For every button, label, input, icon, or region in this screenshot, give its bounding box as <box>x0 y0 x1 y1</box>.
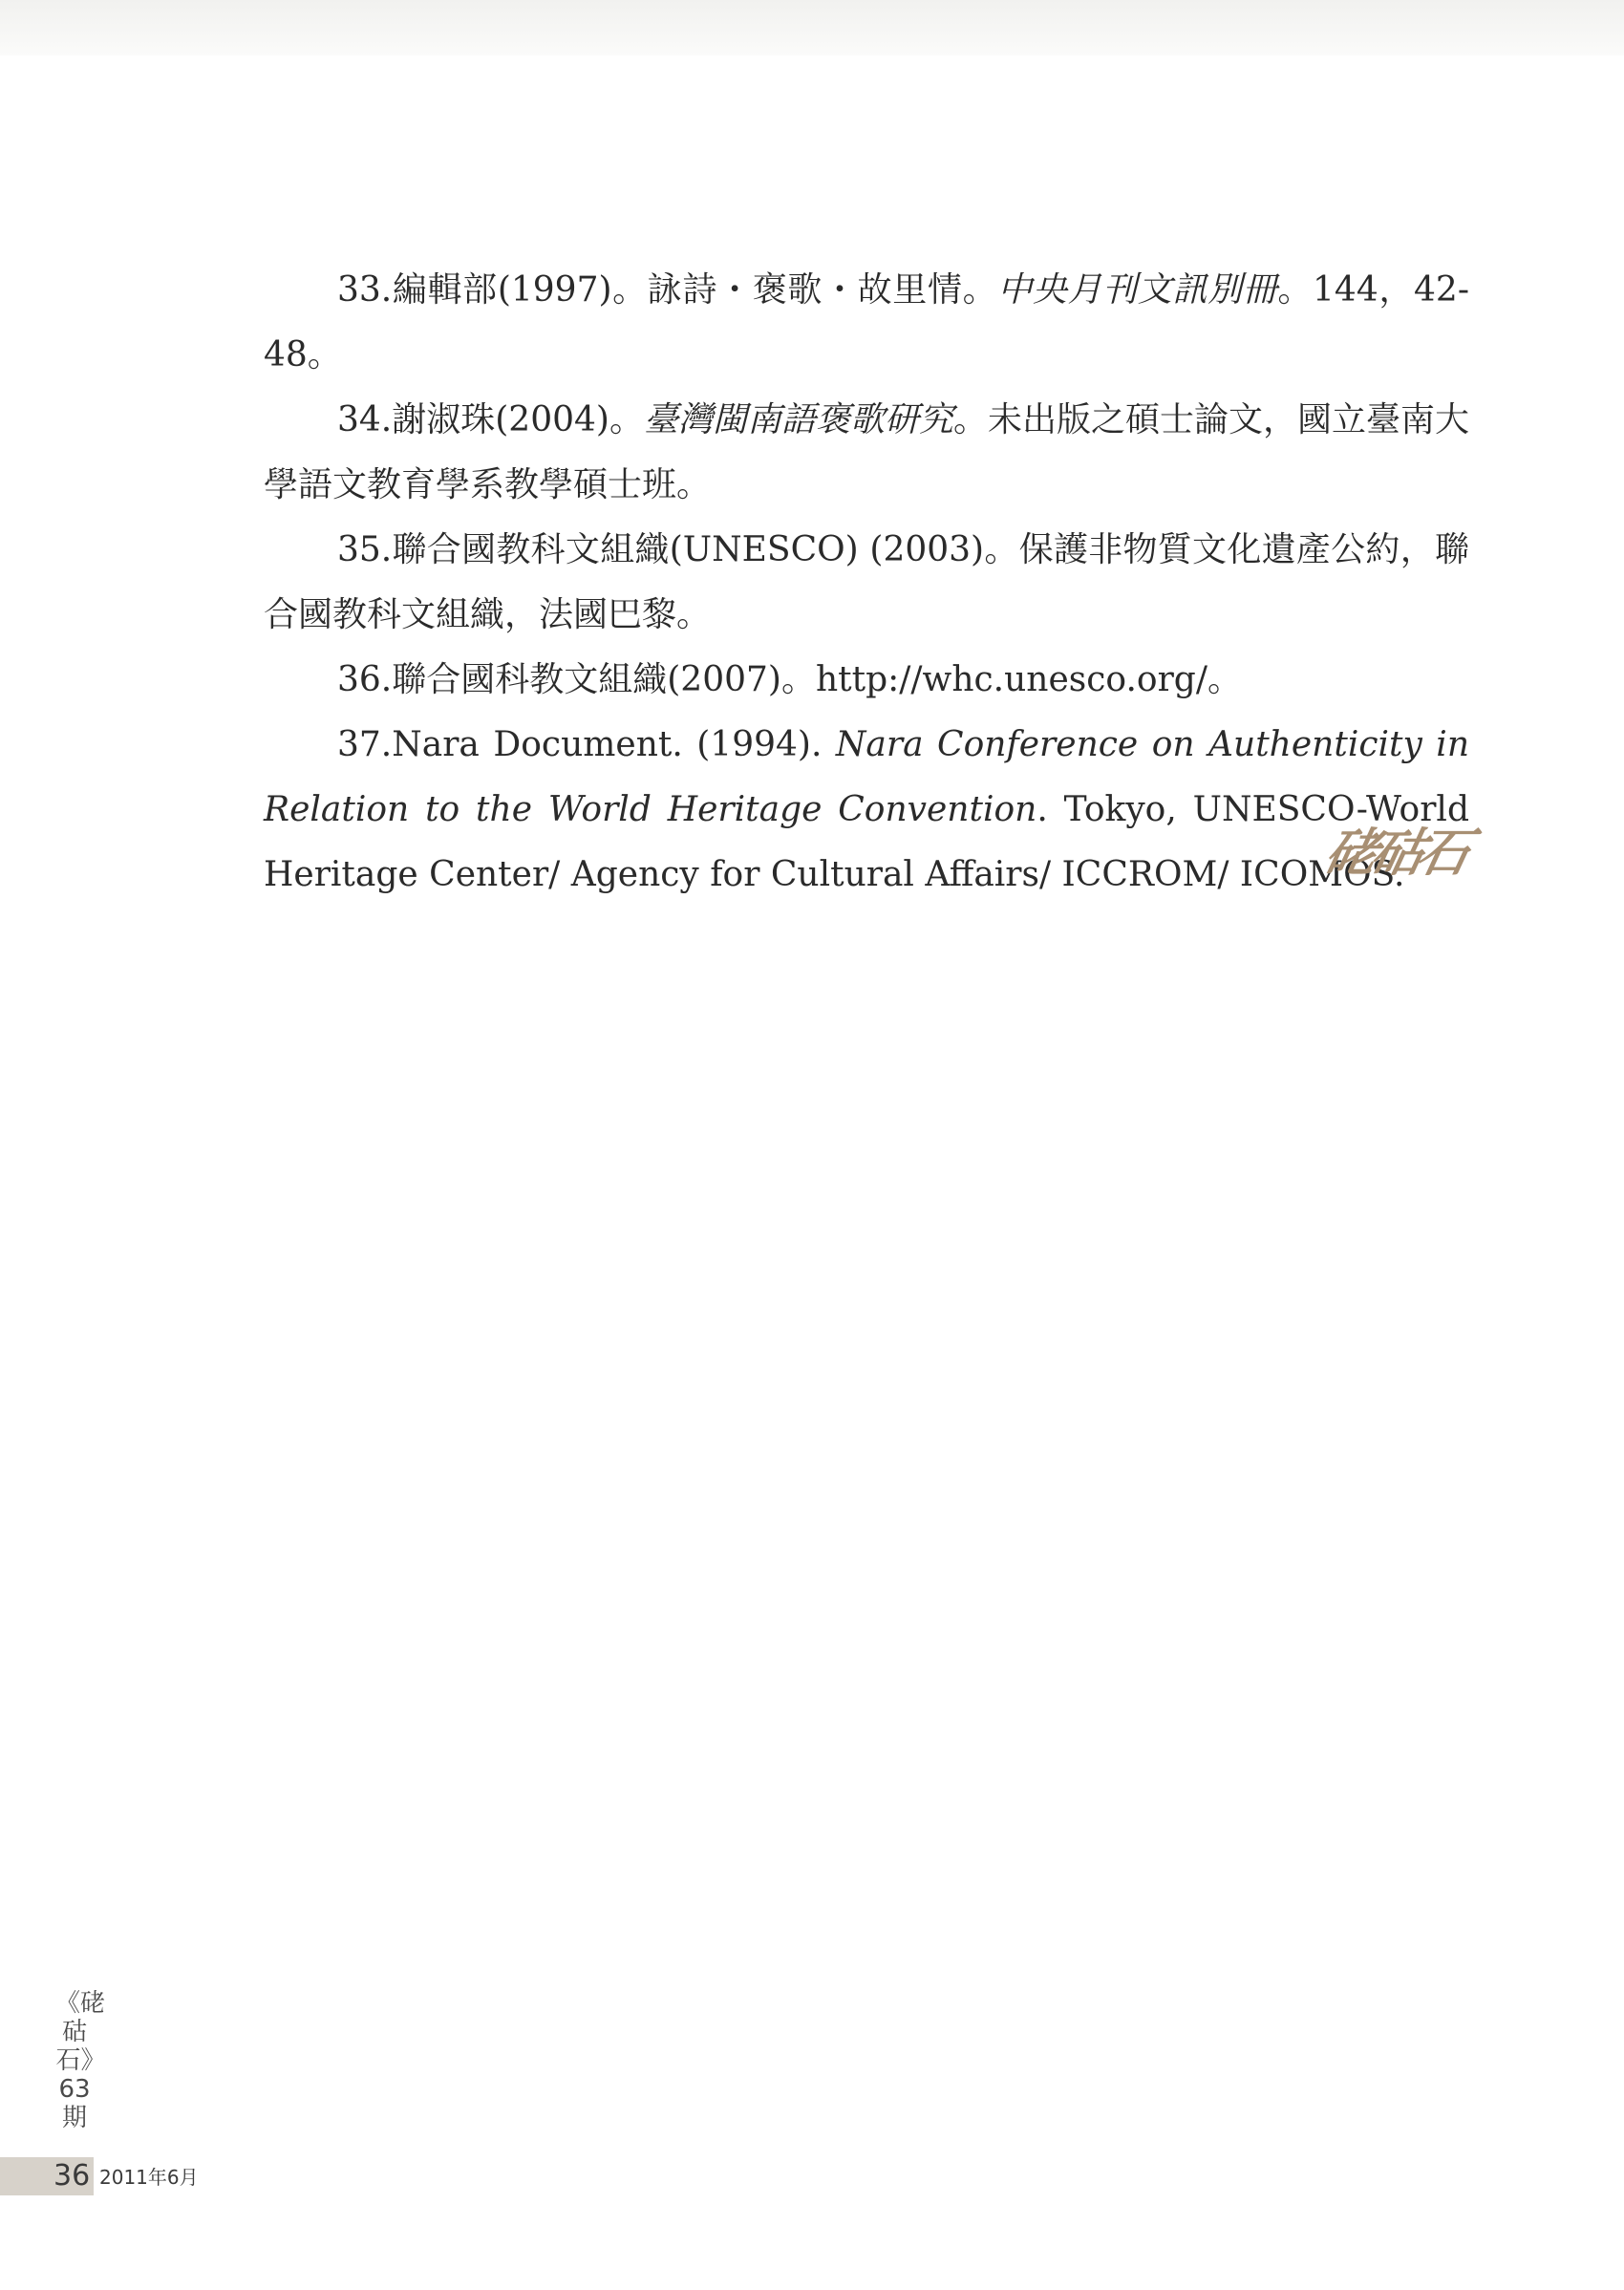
reference-item-33: 33.編輯部(1997)。詠詩・褒歌・故里情。中央月刊文訊別冊。144，42-48。 <box>264 270 1469 375</box>
reference-item-34: 34.謝淑珠(2004)。臺灣閩南語褒歌研究。未出版之碩士論文，國立臺南大學語文教育學系教學碩士班。 <box>264 400 1469 504</box>
scan-top-shade <box>0 0 1624 55</box>
page-number: 36 <box>53 2159 91 2193</box>
end-mark-logo: 硓𥑮石 <box>1319 822 1471 883</box>
reference-title: Nara Conference on Authenticity in Relation to the World Heritage Convention <box>264 725 1470 829</box>
reference-item-35: 35.聯合國教科文組織(UNESCO) (2003)。保護非物質文化遺產公約，聯合國教科文組織，法國巴黎。 <box>264 530 1469 634</box>
reference-item-37: 37.Nara Document. (1994). Nara Conference on Authenticity in Relation to the World Heritage Convention. Tokyo, UNESCO-World Heritage Center/ Agency for Cultural Affairs/ ICCROM/ ICOMOS. <box>264 725 1470 894</box>
magazine-side-title: 《硓𥑮石》63期 <box>55 1989 106 2132</box>
reference-title: 中央月刊文訊別冊 <box>997 270 1278 310</box>
reference-title: 臺灣閩南語褒歌研究 <box>643 400 953 439</box>
reference-list <box>264 258 1469 908</box>
reference-item-36: 36.聯合國科教文組織(2007)。http://whc.unesco.org/。 <box>337 660 1242 699</box>
issue-date: 2011年6月 <box>99 2166 199 2189</box>
